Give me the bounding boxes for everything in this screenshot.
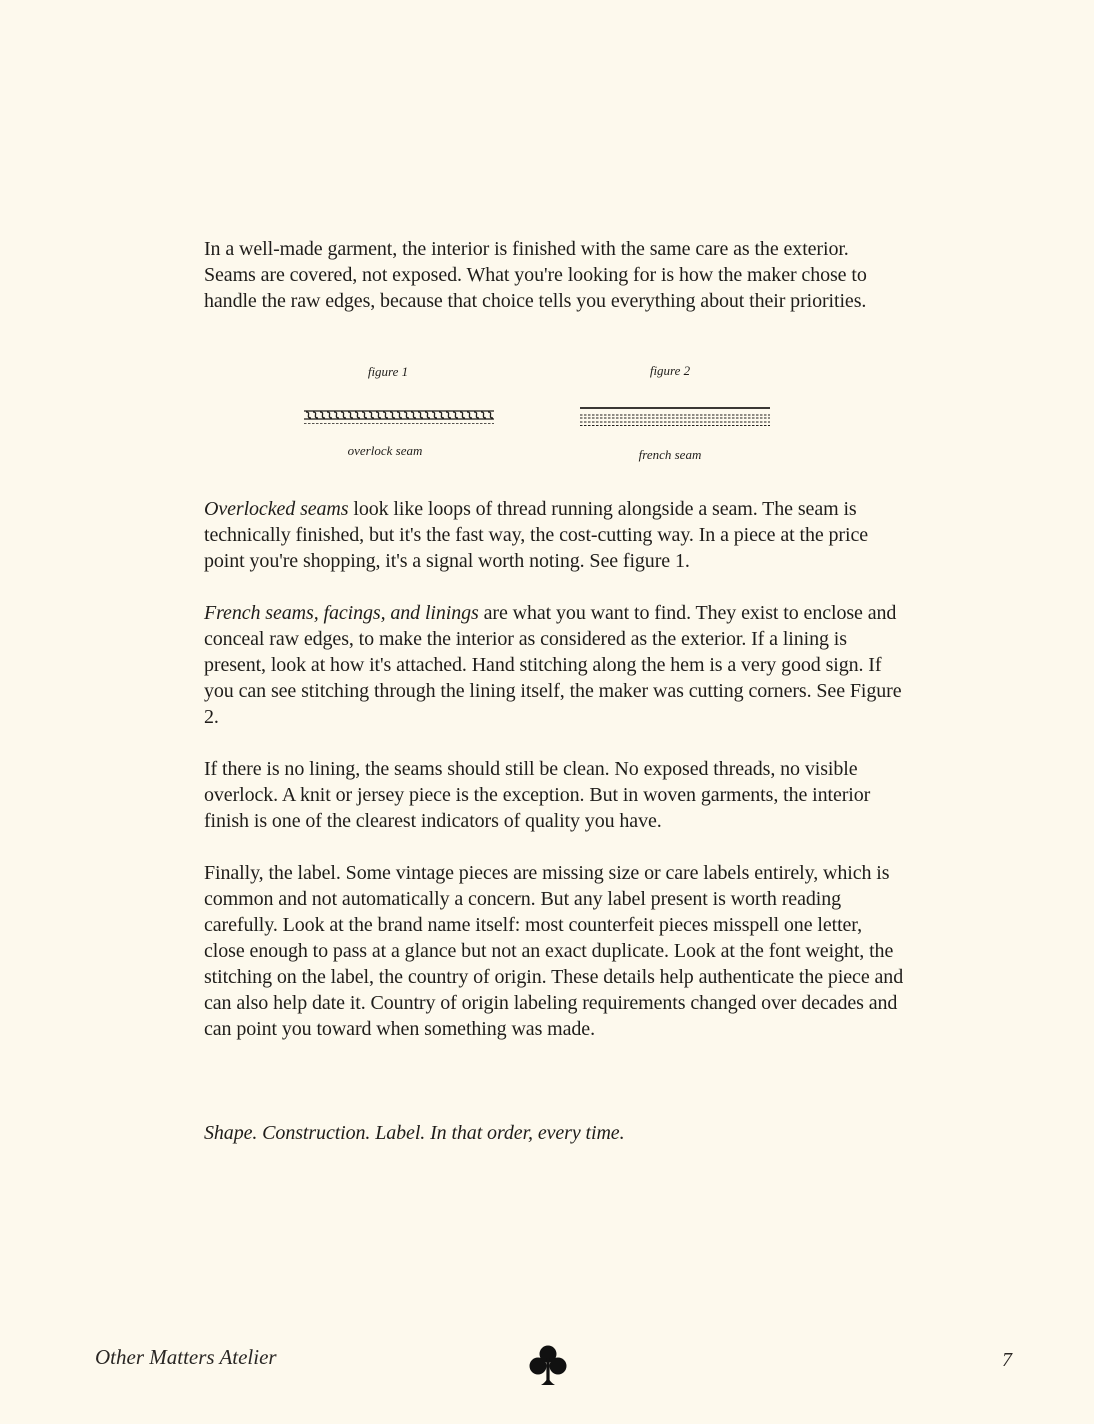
- paragraph-text: If there is no lining, the seams should still be clean. No exposed threads, no visible overlock. A knit or jersey piece is the exception. But in woven garments, the interior finish is one of the clearest indicators of quality you have.: [204, 758, 871, 832]
- figure-2-caption: french seam: [638, 447, 702, 462]
- figure-2-label: figure 2: [649, 363, 691, 378]
- emphasis-term: Overlocked seams: [204, 498, 349, 520]
- page-number: 7: [1002, 1349, 1012, 1371]
- paragraph-label: [204, 860, 904, 1042]
- overlock-seam-illustration: [304, 406, 496, 428]
- paragraph-text: In a well-made garment, the interior is finished with the same care as the exterior. Seams are covered, not exposed. What you're looking for is how the maker chose to handle the raw edges, because that choice tells you everything about their priorities.: [204, 238, 867, 312]
- paragraph-rest: are what you want to find. They exist to enclose and conceal raw edges, to make the interior as considered as the exterior. If a lining is present, look at how it's attached. Hand stitching along the hem is a very good sign. If you can see stitching through the lining itself, the maker was cutting corners. See Figure 2.: [204, 602, 902, 728]
- closing-line: [204, 1120, 904, 1146]
- club-icon: [529, 1344, 567, 1386]
- footer-brand: Other Matters Atelier: [95, 1345, 277, 1369]
- paragraph-overlocked: [204, 496, 904, 574]
- french-seam-illustration: [580, 404, 772, 430]
- paragraph-text: Finally, the label. Some vintage pieces are missing size or care labels entirely, which is common and not automatically a concern. But any label present is worth reading carefully. Look at the brand name itself: most counterfeit pieces misspell one letter, close enough to pass at a glance but not an exact duplicate. Look at the font weight, the stitching on the label, the country of origin. These details help authenticate the piece and can also help date it. Country of origin labeling requirements changed over decades and can point you toward when something was made.: [204, 862, 904, 1040]
- paragraph-text: [204, 600, 904, 730]
- figure-1-label: figure 1: [367, 364, 409, 379]
- paragraph-text: Shape. Construction. Label. In that order, every time.: [204, 1122, 625, 1144]
- paragraph-rest: look like loops of thread running alongside a seam. The seam is technically finished, but it's the fast way, the cost-cutting way. In a piece at the price point you're shopping, it's a signal worth noting. See figure 1.: [204, 498, 868, 572]
- paragraph-interior-finish: [204, 236, 904, 314]
- figure-1-caption: overlock seam: [347, 443, 423, 458]
- paragraph-text: [204, 496, 904, 574]
- emphasis-term: French seams, facings, and linings: [204, 602, 479, 624]
- paragraph-no-lining: [204, 756, 904, 834]
- paragraph-french-seams: [204, 600, 904, 730]
